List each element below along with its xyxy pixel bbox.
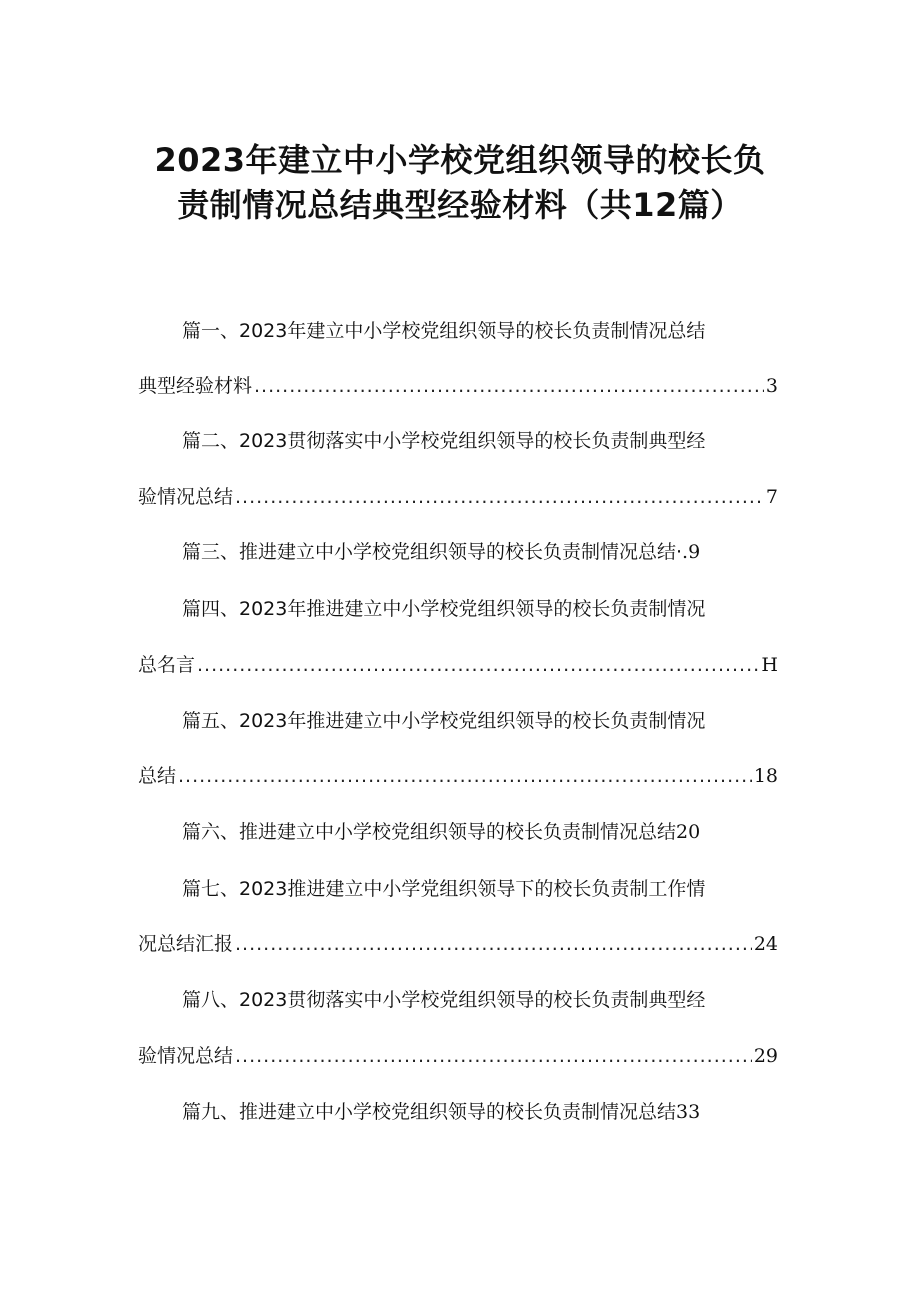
- dot-leader: [197, 652, 759, 678]
- toc-entry-2-page: 7: [765, 486, 778, 508]
- toc-entry-8-page: 29: [753, 1045, 778, 1067]
- dot-leader: [178, 763, 752, 789]
- toc-entry-8-line-1: 篇八、2023贯彻落实中小学校党组织领导的校长负责制典型经: [182, 989, 706, 1011]
- toc-entry-6-text: 篇六、推进建立中小学校党组织领导的校长负责制情况总结: [182, 821, 677, 843]
- toc-entry-9: [182, 1099, 700, 1125]
- toc-entry-2-line-2: 验情况总结: [138, 486, 234, 508]
- toc-entry-7-line-2: 况总结汇报: [138, 933, 234, 955]
- toc-entry-1-continuation: [138, 373, 778, 399]
- toc-entry-6: [182, 819, 700, 845]
- dot-leader: [235, 931, 752, 957]
- toc-entry-1-page: 3: [765, 375, 778, 397]
- toc-entry-3-page: .9: [682, 541, 701, 563]
- toc-entry-3-text: 篇三、推进建立中小学校党组织领导的校长负责制情况总结·: [182, 541, 683, 563]
- toc-entry-6-page: 20: [676, 821, 701, 843]
- document-title-line-2: 责制情况总结典型经验材料（共12篇）: [177, 186, 743, 224]
- toc-entry-2-continuation: [138, 484, 778, 510]
- toc-entry-8-continuation: [138, 1043, 778, 1069]
- toc-entry-1-line-1: 篇一、2023年建立中小学校党组织领导的校长负责制情况总结: [182, 320, 706, 342]
- toc-entry-7-line-1: 篇七、2023推进建立中小学党组织领导下的校长负责制工作情: [182, 878, 706, 900]
- toc-entry-5-page: 18: [753, 765, 778, 787]
- dot-leader: [235, 484, 764, 510]
- toc-entry-2-line-1: 篇二、2023贯彻落实中小学校党组织领导的校长负责制典型经: [182, 430, 706, 452]
- toc-entry-5-line-1: 篇五、2023年推进建立中小学校党组织领导的校长负责制情况: [182, 710, 706, 732]
- toc-entry-4-line-2: 总名言: [138, 654, 196, 676]
- dot-leader: [254, 373, 764, 399]
- toc-entry-8-line-2: 验情况总结: [138, 1045, 234, 1067]
- dot-leader: [235, 1043, 752, 1069]
- toc-entry-5-continuation: [138, 763, 778, 789]
- toc-entry-9-page: 33: [676, 1101, 701, 1123]
- toc-entry-1-line-2: 典型经验材料: [138, 375, 253, 397]
- toc-entry-4-page: H: [761, 654, 778, 676]
- toc-entry-9-text: 篇九、推进建立中小学校党组织领导的校长负责制情况总结: [182, 1101, 677, 1123]
- document-title-line-1: 2023年建立中小学校党组织领导的校长负: [154, 141, 766, 179]
- toc-entry-4-line-1: 篇四、2023年推进建立中小学校党组织领导的校长负责制情况: [182, 598, 706, 620]
- toc-entry-7-continuation: [138, 931, 778, 957]
- toc-entry-4-continuation: [138, 652, 778, 678]
- toc-entry-3: [182, 539, 700, 565]
- toc-entry-5-line-2: 总结: [138, 765, 177, 787]
- toc-entry-7-page: 24: [753, 933, 778, 955]
